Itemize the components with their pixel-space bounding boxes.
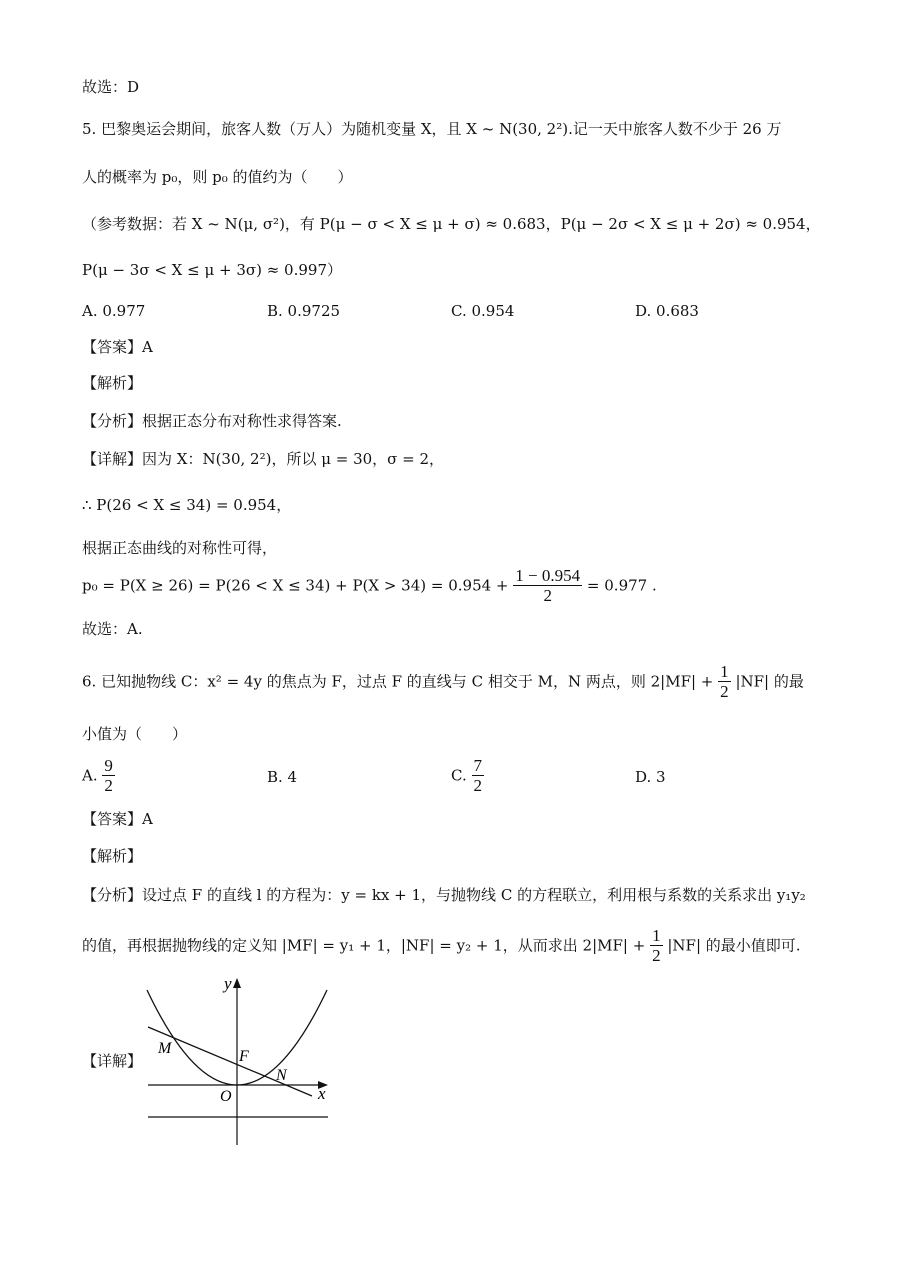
q5-option-a: A. 0.977 <box>82 302 146 320</box>
q5-detail-line4-right: = 0.977 . <box>586 576 657 595</box>
q6-option-a-num: 9 <box>104 756 113 775</box>
q5-option-d: D. 0.683 <box>635 302 699 320</box>
q6-fenxi-line2-b: |NF| 的最小值即可. <box>667 936 801 955</box>
q5-detail-line3: 根据正态曲线的对称性可得， <box>82 539 278 557</box>
label-f: F <box>239 1048 249 1065</box>
label-n: N <box>276 1067 287 1084</box>
q5-detail-line2: ∴ P(26 < X ≤ 34) = 0.954， <box>82 496 292 514</box>
q6-stem-fraction-num: 1 <box>720 662 729 681</box>
q5-fraction-denominator: 2 <box>543 586 552 605</box>
chord-line <box>148 1027 312 1096</box>
q5-reference-line1: （参考数据：若 X ~ N(μ, σ²)，有 P(μ − σ < X ≤ μ + σ) ≈ 0.683，P(μ − 2σ < X ≤ μ + 2σ) ≈ 0.954， <box>82 215 821 233</box>
q5-stem-line2: 人的概率为 p₀，则 p₀ 的值约为（ ） <box>82 168 353 186</box>
q6-option-c-num: 7 <box>473 756 482 775</box>
q6-fenxi-line2 <box>82 926 801 965</box>
q6-option-c <box>451 756 484 795</box>
q6-analysis-heading: 【解析】 <box>82 847 143 865</box>
q6-stem-line1 <box>82 662 804 701</box>
q5-analysis-heading: 【解析】 <box>82 374 143 392</box>
q5-answer: 【答案】A <box>82 338 153 356</box>
q6-stem-fraction-den: 2 <box>720 682 729 701</box>
q5-detail-line4 <box>82 566 657 605</box>
q6-option-b: B. 4 <box>267 768 298 786</box>
q5-detail-line1: 【详解】因为 X：N(30, 2²)，所以 μ = 30，σ = 2， <box>82 450 445 468</box>
q5-reference-line2: P(μ − 3σ < X ≤ μ + 3σ) ≈ 0.997） <box>82 261 343 279</box>
q5-fenxi: 【分析】根据正态分布对称性求得答案. <box>82 412 342 430</box>
q5-stem-line1: 5. 巴黎奥运会期间，旅客人数（万人）为随机变量 X，且 X ~ N(30, 2²).记一天中旅客人数不少于 26 万 <box>82 120 782 138</box>
q5-option-c: C. 0.954 <box>451 302 515 320</box>
q6-option-a-fraction <box>102 756 115 795</box>
q6-fenxi-line2-a: 的值，再根据抛物线的定义知 |MF| = y₁ + 1，|NF| = y₂ + 1，从而求出 2|MF| + <box>82 936 646 955</box>
q6-fenxi-fraction <box>650 926 663 965</box>
q6-stem-fraction <box>718 662 731 701</box>
label-y: y <box>224 975 232 993</box>
q6-option-c-den: 2 <box>473 776 482 795</box>
label-m: M <box>158 1040 172 1057</box>
q6-stem-line1-a: 6. 已知抛物线 C：x² = 4y 的焦点为 F，过点 F 的直线与 C 相交于 M，N 两点，则 2|MF| + <box>82 672 714 691</box>
q5-option-b: B. 0.9725 <box>267 302 341 320</box>
q5-fraction-numerator: 1 − 0.954 <box>515 566 581 585</box>
q6-fenxi-line1: 【分析】设过点 F 的直线 l 的方程为：y = kx + 1，与抛物线 C 的方程联立，利用根与系数的关系求出 y₁y₂ <box>82 886 806 904</box>
q6-option-a-den: 2 <box>104 776 113 795</box>
q5-fraction <box>513 566 582 605</box>
q6-option-d: D. 3 <box>635 768 666 786</box>
choice-d-line: 故选：D <box>82 78 140 96</box>
q6-stem-line2: 小值为（ ） <box>82 725 188 743</box>
q6-answer: 【答案】A <box>82 810 153 828</box>
q6-option-a-label: A. <box>82 766 98 785</box>
y-axis-arrow <box>233 978 241 988</box>
q5-choose: 故选：A. <box>82 620 143 638</box>
q6-fenxi-fraction-num: 1 <box>652 926 661 945</box>
label-x: x <box>318 1084 326 1103</box>
parabola-figure <box>140 975 340 1150</box>
q5-detail-line4-left: p₀ = P(X ≥ 26) = P(26 < X ≤ 34) + P(X > 34) = 0.954 + <box>82 576 509 595</box>
q6-option-a <box>82 756 115 795</box>
q6-stem-line1-b: |NF| 的最 <box>735 672 804 691</box>
q6-detail-heading: 【详解】 <box>82 1052 143 1070</box>
q6-option-c-label: C. <box>451 766 467 785</box>
q6-option-c-fraction <box>472 756 485 795</box>
q6-fenxi-fraction-den: 2 <box>652 946 661 965</box>
label-o: O <box>220 1088 232 1105</box>
